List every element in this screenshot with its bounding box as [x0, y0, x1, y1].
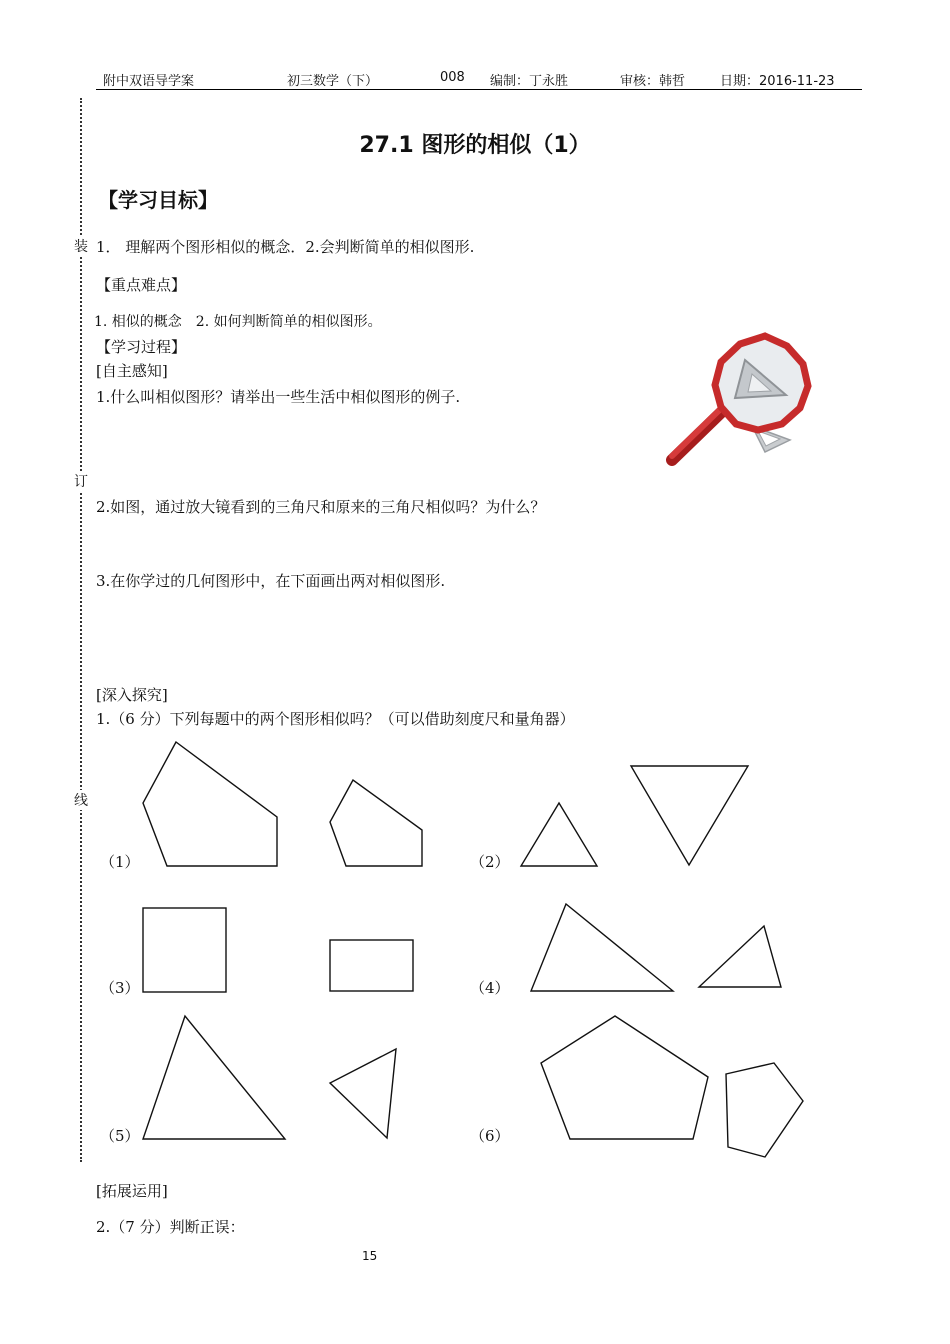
header-subject: 初三数学（下） — [287, 74, 379, 89]
header-school: 附中双语导学案 — [103, 74, 195, 89]
figure-6-pentagon-small — [726, 1063, 803, 1157]
extend-heading: [拓展运用] — [96, 1182, 168, 1200]
key-points-heading: 【重点难点】 — [96, 276, 187, 294]
figure-4-triangle-large — [531, 904, 673, 991]
header-date: 日期：2016-11-23 — [720, 74, 835, 89]
explore-heading: [深入探究] — [96, 686, 168, 704]
header-editor: 编制：丁永胜 — [490, 74, 569, 89]
header-reviewer: 审核：韩哲 — [620, 74, 686, 89]
figure-5-triangle-small — [330, 1049, 396, 1138]
magnifier-illustration — [672, 336, 808, 460]
objectives-text: 1． 理解两个图形相似的概念．2.会判断简单的相似图形. — [96, 238, 475, 256]
magnifier-lens-icon — [715, 336, 808, 430]
figure-2-triangle-small — [521, 803, 597, 866]
figure-label-3: （3） — [100, 979, 140, 997]
figure-label-4: （4） — [470, 979, 510, 997]
figure-3-rectangle — [330, 940, 413, 991]
header-number: 008 — [440, 70, 465, 85]
self-study-q1: 1.什么叫相似图形？请举出一些生活中相似图形的例子. — [96, 388, 461, 406]
figure-4-triangle-small — [699, 926, 781, 987]
extend-q2: 2.（7 分）判断正误： — [96, 1218, 245, 1236]
figure-label-6: （6） — [470, 1127, 510, 1145]
page-number: 15 — [362, 1249, 378, 1263]
explore-q1: 1.（6 分）下列每题中的两个图形相似吗？（可以借助刻度尺和量角器） — [96, 710, 575, 728]
figure-6-pentagon-large — [541, 1016, 708, 1139]
figure-2-triangle-large — [631, 766, 748, 865]
process-heading: 【学习过程】 — [96, 338, 187, 356]
binding-mark-xian: 线 — [74, 790, 88, 810]
key-points-text: 1. 相似的概念 2. 如何判断简单的相似图形。 — [94, 314, 382, 330]
objectives-heading: 【学习目标】 — [98, 188, 218, 212]
binding-mark-ding: 订 — [74, 471, 88, 491]
figure-3-square — [143, 908, 226, 992]
figure-label-2: （2） — [470, 853, 510, 871]
figure-label-1: （1） — [100, 853, 140, 871]
page-title: 27.1 图形的相似（1） — [359, 133, 591, 158]
self-study-q2: 2.如图，通过放大镜看到的三角尺和原来的三角尺相似吗？为什么？ — [96, 498, 546, 516]
figure-5-triangle-large — [143, 1016, 285, 1139]
self-study-q3: 3.在你学过的几何图形中，在下面画出两对相似图形. — [96, 572, 446, 590]
figure-1-pentagon-large — [143, 742, 277, 866]
self-study-heading: [自主感知] — [96, 362, 168, 380]
figure-label-5: （5） — [100, 1127, 140, 1145]
binding-mark-zhuang: 装 — [74, 236, 88, 256]
figure-1-pentagon-small — [330, 780, 422, 866]
